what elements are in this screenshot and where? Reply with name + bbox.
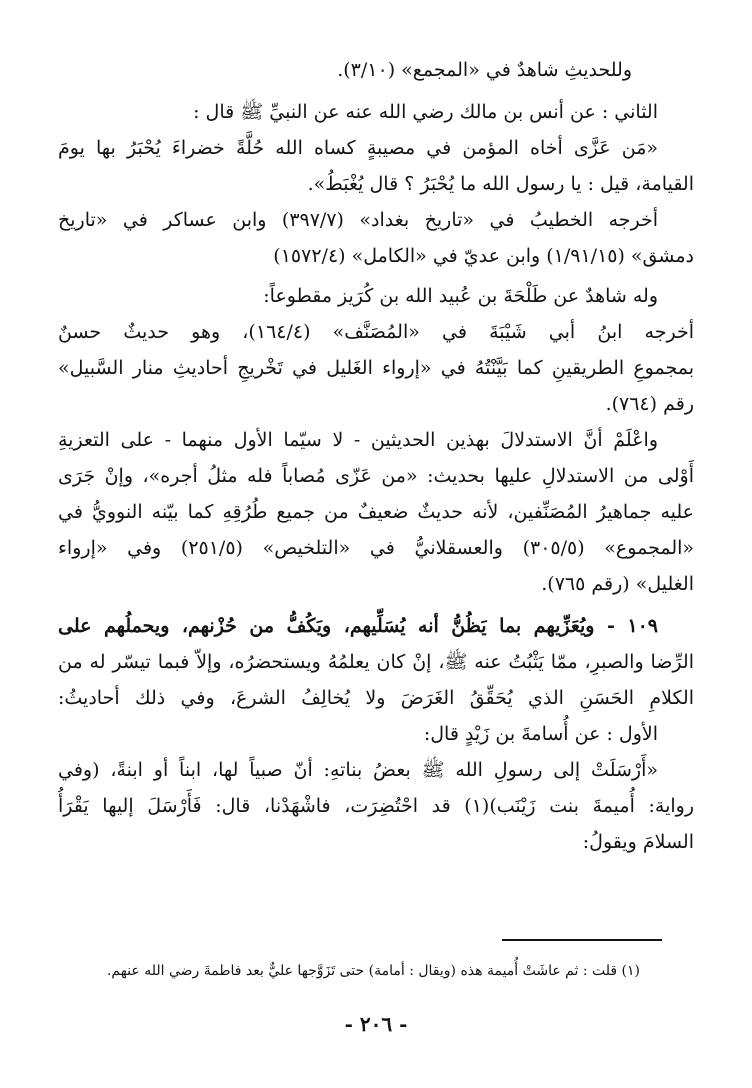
paragraph-heading-109: ١٠٩ - ويُعَزِّيهم بما يَظُنُّ أنه يُسَلِّيهم، ويَكُفُّ من حُزْنهم، ويحملُهم على: [58, 615, 658, 637]
text-line: وله شاهدٌ عن طَلْحَةَ بن عُبيد الله بن كُرَيز مقطوعاً:: [263, 285, 658, 307]
text-line: «مَن عَزَّى أخاه المؤمن في مصيبةٍ كساه الله حُلَّةً خضراءَ يُحْبَرُ بها يومَ: [58, 137, 658, 159]
text-line: «المجموع» (٣٠٥/٥) والعسقلانيُّ في «التلخيص» (٢٥١/٥) وفي «إرواء: [58, 537, 695, 559]
text-line: رواية: أُميمةَ بنت زَيْنَب)(١) قد احْتُضِرَت، فاشْهَدْنا، قال: فَأَرْسَلَ إليها يَقْرَأُ: [58, 795, 694, 817]
text-line: عليه جماهيرُ المُصَنِّفين، لأنه حديثٌ ضعيفٌ من جميع طُرُقِهِ كما بيّنه النوويُّ في: [58, 501, 694, 523]
text-line: أخرجه الخطيبُ في «تاريخ بغداد» (٣٩٧/٧) وابن عساكر في «تاريخ: [58, 209, 659, 231]
text-line: رقم (٧٦٤).: [605, 393, 694, 415]
page-number: - ٢٠٦ -: [344, 1012, 408, 1036]
text-line: السلامَ ويقولُ:: [582, 831, 694, 853]
text-line: أَوْلى من الاستدلالِ عليها بحديث: «من عَزّى مُصاباً فله مثلُ أجره»، وإنْ جَرَى: [58, 465, 694, 487]
text-line: «أَرْسَلَتْ إلى رسولِ الله ﷺ بعضُ بناتهِ: أنّ صبياً لها، ابناً أو ابنةً، (وفي: [58, 759, 658, 781]
text-line: بمجموعِ الطريقينِ كما بَيَّنْتُهُ في «إرواء الغَليل في تَخْريجِ أحاديثِ منار السَّبيل»: [58, 357, 694, 379]
text-line: وللحديثِ شاهدٌ في «المجمع» (٣/١٠).: [337, 59, 632, 81]
footnote: (١) قلت : ثم عاشَتْ أُميمة هذه (ويقال : أمامة) حتى تَزَوَّجها عليٌّ بعد فاطمةَ رضي الله عنهم.: [106, 963, 640, 979]
footnote-divider: [502, 939, 662, 941]
text-line: واعْلَمْ أنَّ الاستدلالَ بهذين الحديثين - لا سيّما الأول منهما - على التعزيةِ: [58, 429, 658, 451]
text-line: الغليل» (رقم ٧٦٥).: [541, 573, 694, 595]
text-line: القيامة، قيل : يا رسول الله ما يُحْبَرُ ؟ قال يُغْبَطُ».: [307, 173, 694, 195]
text-line: الكلامِ الحَسَنِ الذي يُحَقِّقُ الغَرَضَ ولا يُخالِفُ الشرعَ، وفي ذلك أحاديثُ:: [58, 687, 694, 709]
text-line: أخرجه ابنُ أبي شَيْبَةَ في «المُصَنَّف» (١٦٤/٤)، وهو حديثٌ حسنٌ: [58, 321, 694, 343]
text-line: دمشق» (١/٩١/١٥) وابن عديّ في «الكامل» (١٥٧٢/٤): [273, 245, 694, 267]
text-line: الثاني : عن أنس بن مالك رضي الله عنه عن النبيِّ ﷺ قال :: [193, 101, 658, 123]
text-line: الرِّضا والصبرِ، ممّا يَثْبُتُ عنه ﷺ، إنْ كان يعلمُهُ ويستحضرُه، وإلاّ فبما تيسّر له من: [58, 651, 694, 673]
text-line: الأول : عن أُسامةَ بن زَيْدٍ قال:: [423, 723, 658, 745]
